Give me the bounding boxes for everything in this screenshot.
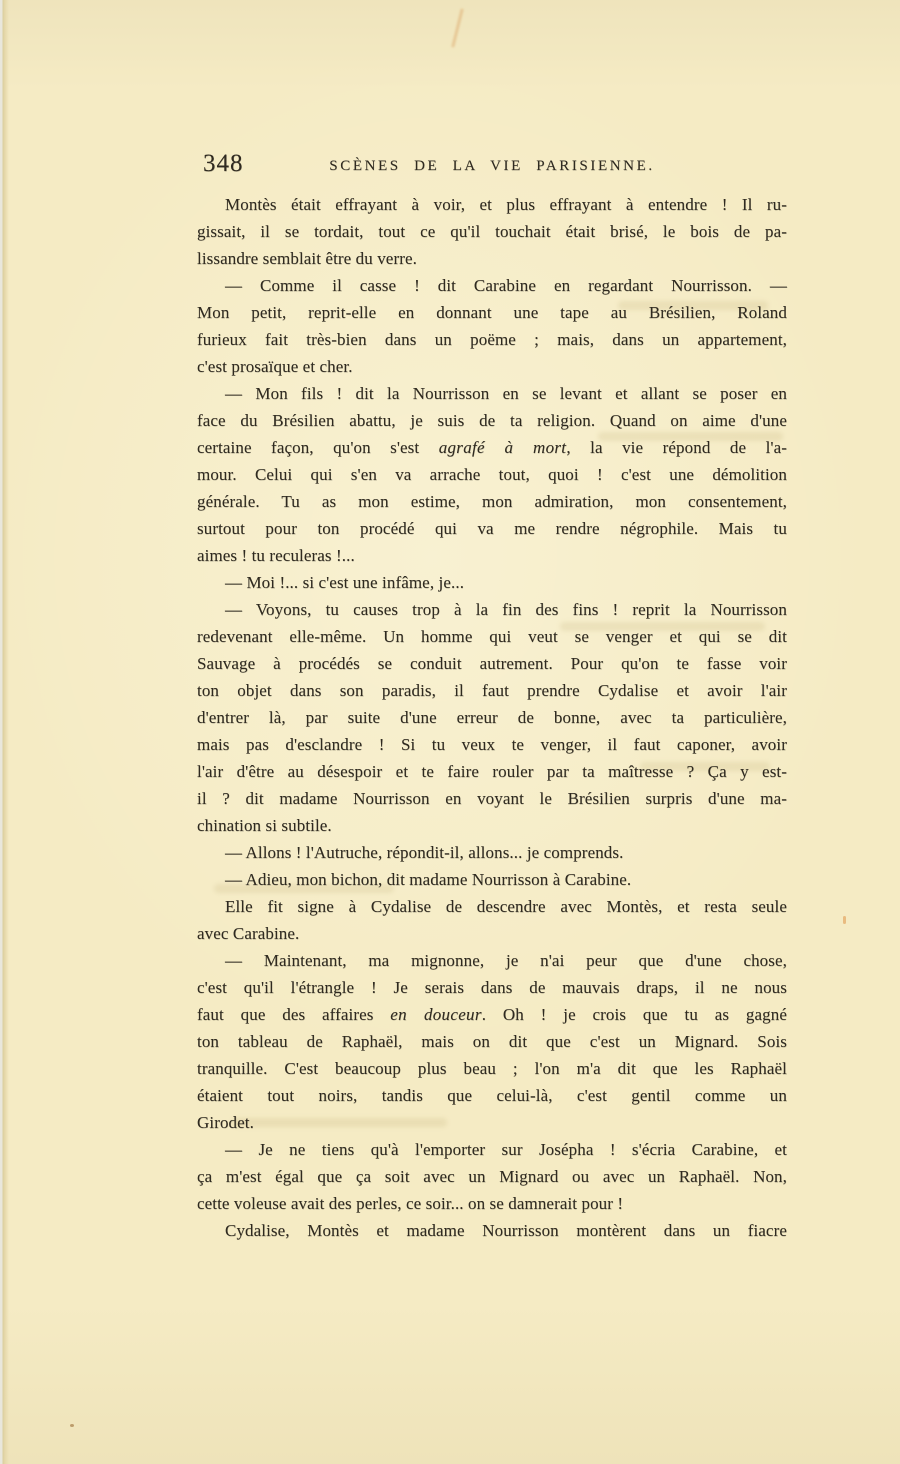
- paragraph: [197, 569, 787, 596]
- text-line: Mon petit, reprit-elle en donnant une tape au Brésilien, Roland: [197, 303, 787, 322]
- text-line: Sauvage à procédés se conduit autrement. Pour qu'on te fasse voir: [197, 654, 787, 673]
- text-line: — Comme il casse ! dit Carabine en regardant Nourrisson. —: [225, 276, 787, 295]
- text-line: Cydalise, Montès et madame Nourrisson montèrent dans un fiacre: [225, 1221, 787, 1240]
- text-line: — Voyons, tu causes trop à la fin des fins ! reprit la Nourrisson: [225, 600, 787, 619]
- text-line: — Moi !... si c'est une infâme, je...: [225, 573, 465, 592]
- text-line: avec Carabine.: [197, 924, 300, 943]
- paragraph: [197, 947, 787, 1136]
- text-line: chination si subtile.: [197, 816, 332, 835]
- text-line: faut que des affaires en douceur. Oh ! je crois que tu as gagné: [197, 1005, 787, 1024]
- text-line: Girodet.: [197, 1113, 254, 1132]
- text-line: ton tableau de Raphaël, mais on dit que c'est un Mignard. Sois: [197, 1032, 787, 1051]
- page-number: 348: [203, 150, 244, 177]
- text-line: aimes ! tu reculeras !...: [197, 546, 355, 565]
- text-line: gissait, il se tordait, tout ce qu'il touchait était brisé, le bois de pa-: [197, 222, 787, 241]
- text-line: Montès était effrayant à voir, et plus effrayant à entendre ! Il ru-: [225, 195, 787, 214]
- paragraph: [197, 272, 787, 380]
- paragraph: [197, 1217, 787, 1244]
- text-line: — Je ne tiens qu'à l'emporter sur Josépha ! s'écria Carabine, et: [225, 1140, 787, 1159]
- text-line: d'entrer là, par suite d'une erreur de bonne, avec ta particulière,: [197, 708, 787, 727]
- text-line: ça m'est égal que ça soit avec un Mignard ou avec un Raphaël. Non,: [197, 1167, 787, 1186]
- text-line: mais pas d'esclandre ! Si tu veux te venger, il faut caponer, avoir: [197, 735, 787, 754]
- text-line: — Mon fils ! dit la Nourrisson en se levant et allant se poser en: [225, 384, 787, 403]
- text-line: étaient tout noirs, tandis que celui-là, c'est gentil comme un: [197, 1086, 787, 1105]
- text-line: mour. Celui qui s'en va arrache tout, quoi ! c'est une démolition: [197, 465, 787, 484]
- text-line: tranquille. C'est beaucoup plus beau ; l'on m'a dit que les Raphaël: [197, 1059, 787, 1078]
- text-line: cette voleuse avait des perles, ce soir... on se damnerait pour !: [197, 1194, 624, 1213]
- paragraph: [197, 596, 787, 839]
- page-body: [197, 191, 787, 1244]
- page-header: [197, 152, 787, 182]
- paragraph: [197, 866, 787, 893]
- paragraph: [197, 191, 787, 272]
- text-line: surtout pour ton procédé qui va me rendre négrophile. Mais tu: [197, 519, 787, 538]
- text-line: c'est qu'il l'étrangle ! Je serais dans de mauvais draps, il ne nous: [197, 978, 787, 997]
- text-line: certaine façon, qu'on s'est agrafé à mort, la vie répond de l'a-: [197, 438, 787, 457]
- text-line: il ? dit madame Nourrisson en voyant le Brésilien surpris d'une ma-: [197, 789, 787, 808]
- text-line: générale. Tu as mon estime, mon admiration, mon consentement,: [197, 492, 787, 511]
- text-line: — Allons ! l'Autruche, répondit-il, allons... je comprends.: [225, 843, 624, 862]
- text-line: l'air d'être au désespoir et te faire rouler par ta maîtresse ? Ça y est-: [197, 762, 787, 781]
- text-line: Elle fit signe à Cydalise de descendre avec Montès, et resta seule: [225, 897, 787, 916]
- paragraph: [197, 1136, 787, 1217]
- text-line: — Adieu, mon bichon, dit madame Nourrisson à Carabine.: [225, 870, 632, 889]
- paragraph: [197, 839, 787, 866]
- text-line: ton objet dans son paradis, il faut prendre Cydalise et avoir l'air: [197, 681, 787, 700]
- text-line: — Maintenant, ma mignonne, je n'ai peur que d'une chose,: [225, 951, 787, 970]
- text-line: furieux fait très-bien dans un poëme ; mais, dans un appartement,: [197, 330, 787, 349]
- paragraph: [197, 893, 787, 947]
- scan-left-edge: [0, 0, 9, 1464]
- paragraph: [197, 380, 787, 569]
- paper-fiber-mark: [451, 8, 464, 48]
- text-line: c'est prosaïque et cher.: [197, 357, 353, 376]
- text-line: lissandre semblait être du verre.: [197, 249, 417, 268]
- running-title: SCÈNES DE LA VIE PARISIENNE.: [329, 158, 655, 174]
- text-line: face du Brésilien abattu, je suis de ta religion. Quand on aime d'une: [197, 411, 787, 430]
- paper-speck: [843, 916, 846, 924]
- paper-speck: [70, 1424, 74, 1427]
- text-line: redevenant elle-même. Un homme qui veut se venger et qui se dit: [197, 627, 787, 646]
